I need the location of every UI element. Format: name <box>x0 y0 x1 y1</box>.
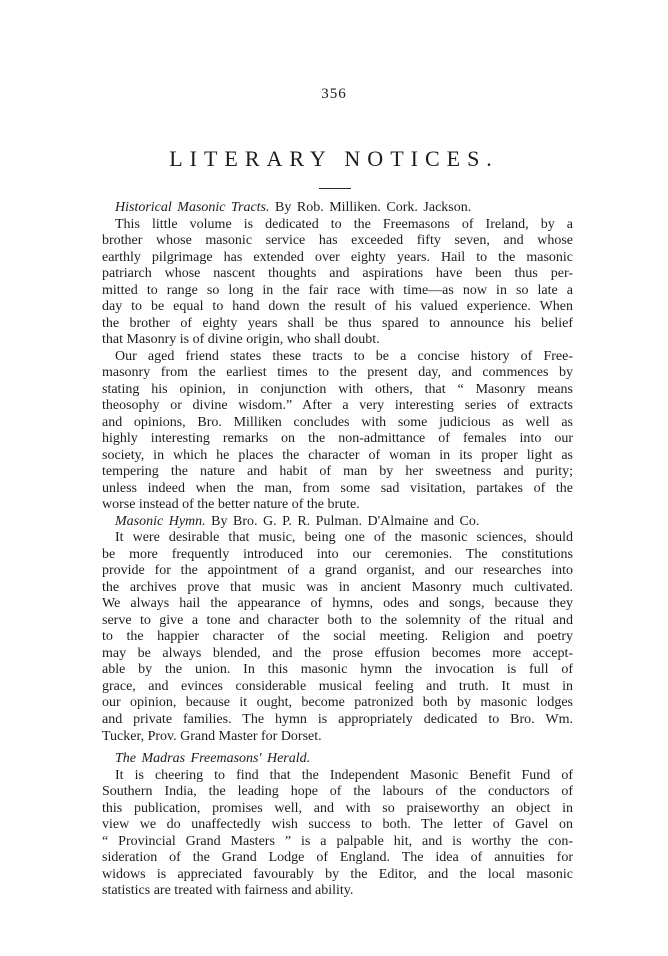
text-line: patriarch whose nascent thoughts and aspirations have been thus per- <box>102 266 573 282</box>
text-line: day to be equal to hand down the result of his valued experience. When <box>102 299 573 315</box>
notices-body <box>102 200 573 900</box>
text-line: this publication, promises well, and with so praiseworthy an object in <box>102 800 573 816</box>
page-number: 356 <box>321 86 347 102</box>
text-line: to the happier character of the social meeting. Religion and poetry <box>102 629 573 645</box>
article-madras-freemasons-herald <box>102 751 573 900</box>
article-masonic-hymn <box>102 514 573 745</box>
text-line: Our aged friend states these tracts to be a concise history of Free- <box>115 348 573 364</box>
article-title-rest: By Bro. G. P. R. Pulman. D'Almaine and Co. <box>211 513 480 529</box>
text-line: tempering the nature and habit of man by her sweetness and purity; <box>102 464 573 480</box>
text-line: We always hail the appearance of hymns, odes and songs, because they <box>102 596 573 612</box>
text-line: sideration of the Grand Lodge of England. The idea of annuities for <box>102 850 573 866</box>
article-title-italic: Masonic Hymn. <box>115 513 206 529</box>
text-line: This little volume is dedicated to the Freemasons of Ireland, by a <box>115 216 573 232</box>
section-heading: LITERARY NOTICES. <box>169 146 499 171</box>
article-title-italic: The Madras Freemasons' Herald. <box>115 751 311 767</box>
text-line: “ Provincial Grand Masters ” is a palpable hit, and is worthy the con- <box>102 833 573 849</box>
text-line: mitted to range so long in the fair race with time—as now in so late a <box>102 282 573 298</box>
text-line: Tucker, Prov. Grand Master for Dorset. <box>102 728 322 744</box>
article-historical-masonic-tracts <box>102 200 573 514</box>
article-title <box>102 514 573 531</box>
text-line: unless indeed when the man, from some sad visitation, partakes of the <box>102 480 573 496</box>
text-line: brother whose masonic service has exceeded fifty seven, and whose <box>102 233 573 249</box>
text-line: theosophy or divine wisdom.” After a very interesting series of extracts <box>102 398 573 414</box>
text-line: stating his opinion, in conjunction with others, that “ Masonry means <box>102 381 573 397</box>
text-line: be more frequently introduced into our ceremonies. The constitutions <box>102 546 573 562</box>
text-line: statistics are treated with fairness and ability. <box>102 883 354 899</box>
text-line: that Masonry is of divine origin, who shall doubt. <box>102 332 380 348</box>
text-line: may be always blended, and the prose effusion becomes more accept- <box>102 645 573 661</box>
text-line: It were desirable that music, being one of the masonic sciences, should <box>115 530 573 546</box>
text-line: provide for the appointment of a grand organist, and our researches into <box>102 563 573 579</box>
text-line: the brother of eighty years shall be thus spared to announce his belief <box>102 315 573 331</box>
text-line: our opinion, because it ought, become patronized both by masonic lodges <box>102 695 573 711</box>
text-line: worse instead of the better nature of the brute. <box>102 497 360 513</box>
article-title <box>102 200 573 217</box>
heading-rule <box>319 188 351 189</box>
text-line: view we do unaffectedly wish success to both. The letter of Gavel on <box>102 817 573 833</box>
text-line: and private families. The hymn is appropriately dedicated to Bro. Wm. <box>102 711 573 727</box>
text-line: It is cheering to find that the Independent Masonic Benefit Fund of <box>115 767 573 783</box>
text-line: grace, and evinces considerable musical feeling and truth. It must in <box>102 678 573 694</box>
text-line: and opinions, Bro. Milliken concludes with some judicious as well as <box>102 414 573 430</box>
text-line: serve to give a tone and character both to the solemnity of the ritual and <box>102 612 573 628</box>
article-title-rest: By Rob. Milliken. Cork. Jackson. <box>275 200 472 215</box>
text-line: widows is appreciated favourably by the Editor, and the local masonic <box>102 866 573 882</box>
text-line: the archives prove that music was in ancient Masonry much cultivated. <box>102 579 573 595</box>
article-title <box>102 751 573 768</box>
text-line: highly interesting remarks on the non-admittance of females into our <box>102 431 573 447</box>
article-title-italic: Historical Masonic Tracts. <box>115 200 270 215</box>
text-line: earthly pilgrimage has extended over eighty years. Hail to the masonic <box>102 249 573 265</box>
text-line: able by the union. In this masonic hymn the invocation is full of <box>102 662 573 678</box>
text-line: society, in which he places the character of woman in its proper light as <box>102 447 573 463</box>
text-line: masonry from the earliest times to the present day, and commences by <box>102 365 573 381</box>
text-line: Southern India, the leading hope of the labours of the conductors of <box>102 784 573 800</box>
